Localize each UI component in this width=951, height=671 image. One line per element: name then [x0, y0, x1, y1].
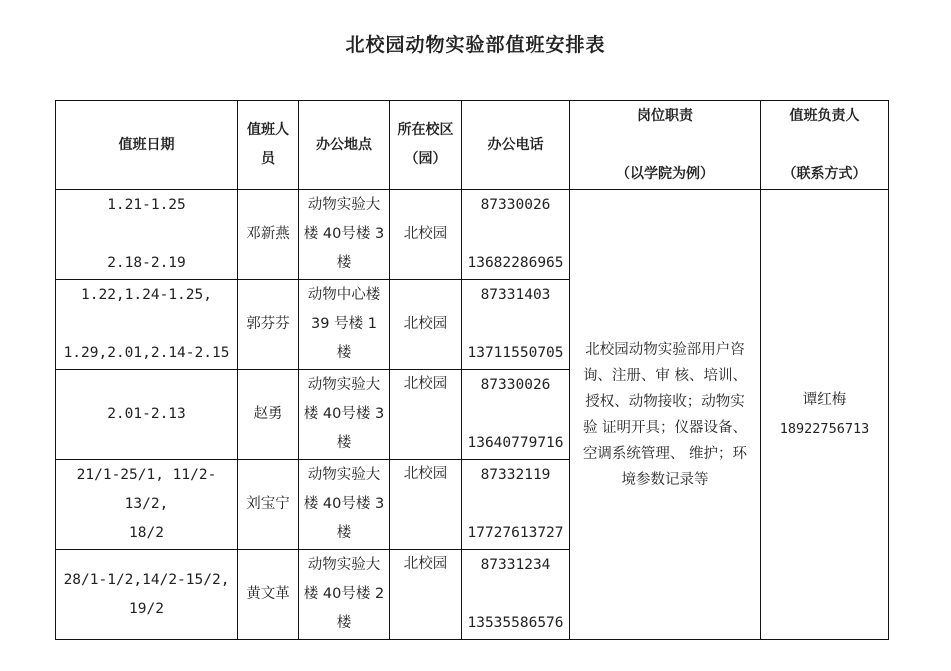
header-duty-line2: （以学院为例）	[616, 165, 714, 182]
office-line1: 动物实验大	[307, 467, 381, 483]
phone-office: 87331403	[480, 287, 551, 303]
duty-description-cell	[570, 190, 761, 640]
header-person	[238, 101, 299, 190]
office-line1: 动物实验大	[307, 557, 381, 573]
date-line2: 18/2	[129, 525, 164, 541]
date-line1: 2.01-2.13	[107, 406, 186, 422]
header-office: 办公地点	[299, 101, 390, 190]
person-cell: 邓新燕	[238, 190, 299, 280]
date-cell	[56, 460, 238, 550]
duty-line: 验 证明开具；仪器设备、	[582, 419, 748, 436]
office-line2: 楼 40号楼 3	[303, 226, 385, 242]
header-date: 值班日期	[56, 101, 238, 190]
header-campus	[390, 101, 462, 190]
date-cell	[56, 190, 238, 280]
duty-line: 境参数记录等	[621, 471, 709, 488]
office-cell	[299, 280, 390, 370]
office-line2: 楼 40号楼 2	[303, 586, 385, 602]
person-cell: 赵勇	[238, 370, 299, 460]
person-cell: 刘宝宁	[238, 460, 299, 550]
header-head-line2: （联系方式）	[782, 165, 867, 182]
head-contact-cell	[761, 190, 889, 640]
office-line3: 楼	[336, 525, 352, 541]
phone-mobile: 17727613727	[467, 525, 564, 541]
date-line1: 21/1-25/1, 11/2-13/2,	[76, 467, 217, 512]
duty-line: 空调系统管理、 维护；环	[582, 445, 748, 462]
head-name: 谭红梅	[802, 391, 847, 408]
campus-cell: 北校园	[390, 460, 462, 550]
table-row	[56, 190, 889, 280]
phone-cell	[462, 280, 570, 370]
header-duty-line1: 岗位职责	[637, 107, 693, 124]
person-cell: 黄文革	[238, 550, 299, 640]
office-cell	[299, 190, 390, 280]
date-line1: 1.21-1.25	[107, 197, 186, 213]
office-line1: 动物实验大	[307, 197, 381, 213]
date-line2: 1.29,2.01,2.14-2.15	[63, 345, 230, 361]
office-line3: 楼	[336, 435, 352, 451]
date-cell	[56, 370, 238, 460]
phone-mobile: 13711550705	[467, 345, 564, 361]
office-cell	[299, 550, 390, 640]
header-head	[761, 101, 889, 190]
duty-schedule-table	[55, 100, 889, 640]
phone-office: 87332119	[480, 467, 551, 483]
date-cell	[56, 280, 238, 370]
date-cell	[56, 550, 238, 640]
office-line1: 动物中心楼	[307, 287, 381, 303]
date-line1: 1.22,1.24-1.25,	[81, 287, 212, 303]
phone-mobile: 13535586576	[467, 615, 564, 631]
phone-cell	[462, 460, 570, 550]
phone-cell	[462, 190, 570, 280]
header-duty	[570, 101, 761, 190]
office-cell	[299, 370, 390, 460]
header-person-line2: 员	[261, 151, 275, 167]
page-title: 北校园动物实验部值班安排表	[345, 34, 606, 56]
office-cell	[299, 460, 390, 550]
header-row	[56, 101, 889, 190]
office-line2: 39 号楼 1	[311, 316, 377, 332]
phone-office: 87331234	[480, 557, 551, 573]
duty-line: 授权、动物接收；动物实	[585, 393, 745, 410]
office-line2: 楼 40号楼 3	[303, 496, 385, 512]
duty-line: 询、注册、审 核、培训、	[582, 367, 748, 384]
header-person-line1: 值班人	[247, 122, 289, 138]
date-line2: 2.18-2.19	[107, 255, 186, 271]
header-campus-line1: 所在校区	[397, 122, 454, 138]
office-line3: 楼	[336, 615, 352, 631]
header-campus-line2: （园）	[404, 151, 447, 167]
phone-mobile: 13640779716	[467, 435, 564, 451]
date-line2: 19/2	[129, 600, 164, 617]
phone-mobile: 13682286965	[467, 255, 564, 271]
duty-line: 北校园动物实验部用户咨	[585, 341, 745, 358]
person-cell: 郭芬芬	[238, 280, 299, 370]
header-head-line1: 值班负责人	[789, 107, 860, 124]
date-line1: 28/1-1/2,14/2-15/2,	[63, 571, 230, 588]
campus-cell: 北校园	[390, 550, 462, 640]
office-line2: 楼 40号楼 3	[303, 406, 385, 422]
campus-cell: 北校园	[390, 190, 462, 280]
phone-cell	[462, 550, 570, 640]
campus-cell: 北校园	[390, 280, 462, 370]
office-line3: 楼	[336, 345, 352, 361]
phone-office: 87330026	[480, 197, 551, 213]
office-line1: 动物实验大	[307, 377, 381, 393]
phone-office: 87330026	[480, 377, 551, 393]
phone-cell	[462, 370, 570, 460]
office-line3: 楼	[336, 255, 352, 271]
head-phone: 18922756713	[779, 420, 870, 437]
header-phone: 办公电话	[462, 101, 570, 190]
campus-cell: 北校园	[390, 370, 462, 460]
